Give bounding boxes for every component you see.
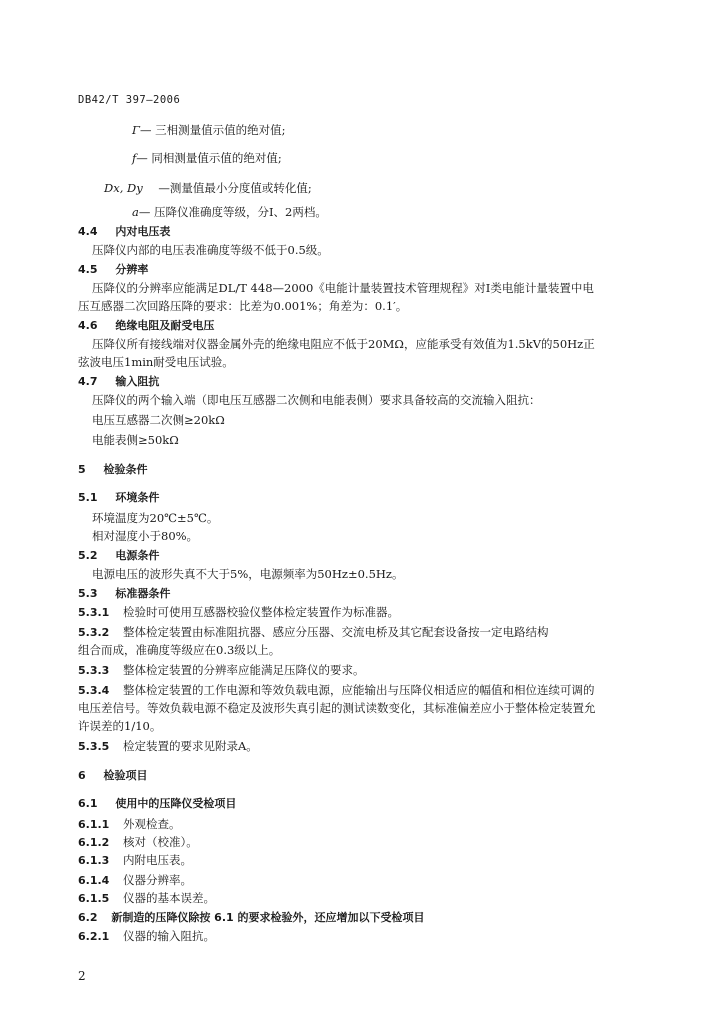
paragraph-line: 相对湿度小于80%。 <box>92 529 199 543</box>
clause-line <box>78 816 180 833</box>
section-heading <box>78 262 148 278</box>
clause-number: 6.1.3 <box>78 854 110 867</box>
clause-text: 外观检查。 <box>122 817 181 831</box>
definition-text: 同相测量值示值的绝对值; <box>151 151 282 165</box>
section-number: 5.1 <box>78 491 98 504</box>
section-title: 分辨率 <box>115 263 149 276</box>
paragraph-line: 许误差的1/10。 <box>78 719 162 733</box>
paragraph-line: 压降仪所有接线端对仪器金属外壳的绝缘电阻应不低于20MΩ，应能承受有效值为1.5kV的50Hz正 <box>92 337 595 351</box>
paragraph-line: 电能表侧≥50kΩ <box>92 433 179 447</box>
clause-text: 仪器的基本误差。 <box>122 891 215 905</box>
paragraph-line: 电压互感器二次侧≥20kΩ <box>92 413 225 427</box>
clause-text: 仪器分辨率。 <box>122 873 192 887</box>
clause-text: 整体检定装置由标准阻抗器、感应分压器、交流电桥及其它配套设备按一定电路结构 <box>122 625 549 639</box>
paragraph-line: 电源电压的波形失真不大于5%，电源频率为50Hz±0.5Hz。 <box>92 567 404 581</box>
section-number: 6.2 <box>78 911 98 924</box>
chapter-number: 5 <box>78 463 86 476</box>
section-heading <box>78 910 425 926</box>
section-number: 6.1 <box>78 797 98 810</box>
section-heading <box>78 318 214 334</box>
clause-line <box>78 872 192 889</box>
clause-number: 6.1.5 <box>78 892 110 905</box>
clause-text: 检验时可使用互感器校验仪整体检定装置作为标准器。 <box>122 605 399 619</box>
clause-line <box>78 928 215 945</box>
clause-number: 6.1.2 <box>78 836 110 849</box>
paragraph-line: 环境温度为20℃±5℃。 <box>92 511 219 525</box>
clause-text: 核对（校准）。 <box>122 835 198 849</box>
definition-line <box>132 122 286 138</box>
chapter-number: 6 <box>78 769 86 782</box>
clause-number: 5.3.4 <box>78 684 110 697</box>
clause-text: 仪器的输入阻抗。 <box>122 929 215 943</box>
definition-text: —测量值最小分度值或转化值; <box>158 181 312 195</box>
standard-number: DB42/T 397—2006 <box>78 94 181 106</box>
section-title: 标准器条件 <box>115 587 171 600</box>
definition-text: 压降仪准确度等级，分I、2两档。 <box>154 205 327 219</box>
clause-line <box>78 738 258 755</box>
clause-line <box>78 662 364 679</box>
paragraph-line: 压降仪的分辨率应能满足DL/T 448—2000《电能计量装置技术管理规程》对I类电能计量装置中电 <box>92 281 594 295</box>
chapter-title: 检验项目 <box>103 769 148 782</box>
section-title: 输入阻抗 <box>115 375 160 388</box>
definition-line <box>104 180 312 196</box>
clause-number: 5.3.3 <box>78 664 110 677</box>
section-title: 绝缘电阻及耐受电压 <box>115 319 215 332</box>
clause-number: 5.3.5 <box>78 740 110 753</box>
chapter-heading <box>78 462 148 478</box>
definition-line <box>132 150 282 166</box>
section-heading <box>78 490 159 506</box>
definition-symbol: f— <box>132 151 148 165</box>
section-title: 环境条件 <box>115 491 160 504</box>
section-heading <box>78 586 170 602</box>
section-number: 5.3 <box>78 587 98 600</box>
paragraph-line: 压降仪内部的电压表准确度等级不低于0.5级。 <box>92 243 329 257</box>
section-title: 使用中的压降仪受检项目 <box>115 797 237 810</box>
section-heading <box>78 796 236 812</box>
clause-line <box>78 604 399 621</box>
clause-number: 6.1.4 <box>78 874 110 887</box>
section-title: 新制造的压降仪除按 6.1 的要求检验外，还应增加以下受检项目 <box>111 911 425 924</box>
clause-line <box>78 834 198 851</box>
clause-number: 5.3.1 <box>78 606 110 619</box>
clause-line <box>78 682 594 699</box>
section-title: 内对电压表 <box>115 225 171 238</box>
section-number: 4.5 <box>78 263 98 276</box>
definition-line <box>132 204 327 220</box>
clause-text: 整体检定装置的工作电源和等效负载电源，应能输出与压降仪相适应的幅值和相位连续可调的 <box>122 683 595 697</box>
clause-text: 内附电压表。 <box>122 853 192 867</box>
section-number: 4.6 <box>78 319 98 332</box>
section-number: 4.4 <box>78 225 98 238</box>
clause-line <box>78 624 548 641</box>
clause-text: 整体检定装置的分辨率应能满足压降仪的要求。 <box>122 663 365 677</box>
clause-number: 6.2.1 <box>78 930 110 943</box>
clause-number: 6.1.1 <box>78 818 110 831</box>
paragraph-line: 组合而成，准确度等级应在0.3级以上。 <box>78 643 281 657</box>
section-heading <box>78 548 159 564</box>
paragraph-line: 压互感器二次回路压降的要求：比差为0.001%；角差为：0.1′。 <box>78 299 408 313</box>
chapter-heading <box>78 768 148 784</box>
section-number: 4.7 <box>78 375 98 388</box>
definition-symbol: Γ— <box>132 123 152 137</box>
paragraph-line: 压降仪的两个输入端（即电压互感器二次侧和电能表侧）要求具备较高的交流输入阻抗： <box>92 393 541 407</box>
section-heading <box>78 374 159 390</box>
clause-number: 5.3.2 <box>78 626 110 639</box>
paragraph-line: 电压差信号。等效负载电源不稳定及波形失真引起的测试读数变化，其标准偏差应小于整体检定装置允 <box>78 701 596 715</box>
definition-symbol: Dx, Dy <box>104 181 143 195</box>
page-number: 2 <box>78 969 86 983</box>
clause-text: 检定装置的要求见附录A。 <box>122 739 258 753</box>
section-title: 电源条件 <box>115 549 160 562</box>
section-number: 5.2 <box>78 549 98 562</box>
definition-symbol: a— <box>132 205 151 219</box>
clause-line <box>78 852 192 869</box>
paragraph-line: 弦波电压1min耐受电压试验。 <box>78 355 234 369</box>
clause-line <box>78 890 215 907</box>
chapter-title: 检验条件 <box>103 463 148 476</box>
section-heading <box>78 224 170 240</box>
definition-text: 三相测量值示值的绝对值; <box>155 123 286 137</box>
